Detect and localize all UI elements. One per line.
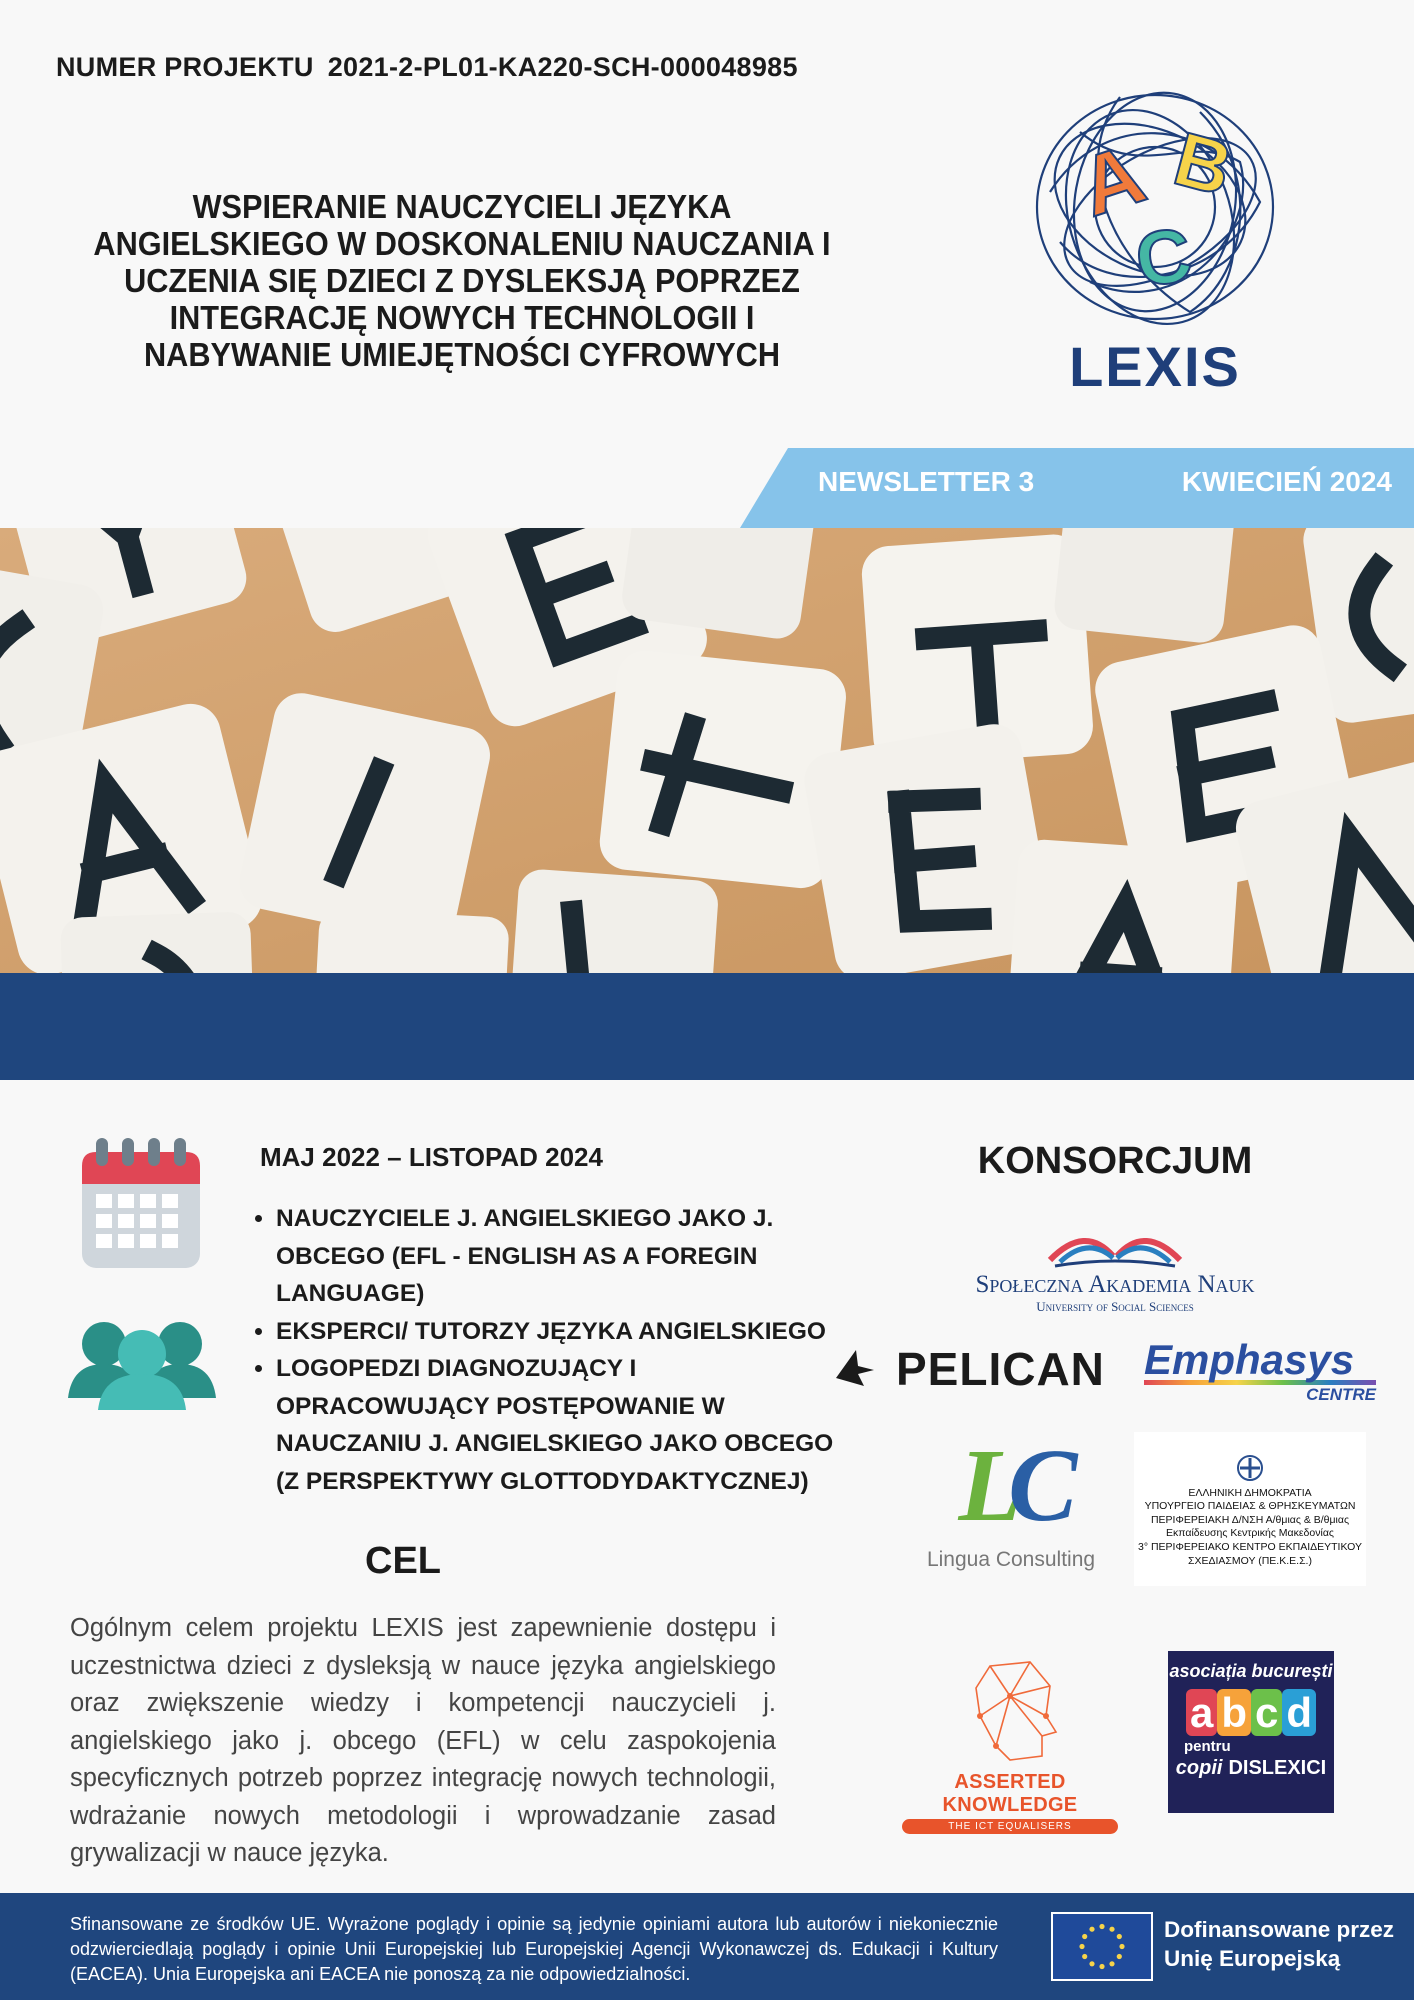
letter-tile-c: c xyxy=(1251,1689,1282,1736)
calendar-icon xyxy=(80,1134,202,1270)
bucuresti-mid: pentru xyxy=(1184,1738,1231,1755)
pelican-name: PELICAN xyxy=(896,1343,1105,1395)
bucuresti-letters xyxy=(1168,1690,1334,1736)
project-number xyxy=(56,52,812,83)
logo-letter-b: B xyxy=(1165,116,1241,213)
greek-line: 3° ΠΕΡΙΦΕΡΕΙΑΚΟ ΚΕΝΤΡΟ ΕΚΠΑΙΔΕΥΤΙΚΟΥ xyxy=(1137,1540,1362,1553)
eu-funding-label xyxy=(1164,1915,1414,1973)
san-logo xyxy=(960,1216,1270,1316)
list-item: • LOGOPEDZI DIAGNOZUJĄCY I OPRACOWUJĄCY POSTĘPOWANIE W NAUCZANIU J. ANGIELSKIEGO JAKO OBCEGO (Z PERSPEKTYWY GLOTTODYDAKTYCZNEJ) xyxy=(276,1350,846,1500)
emphasys-logo xyxy=(1144,1336,1376,1404)
asserted-subtitle: THE ICT EQUALISERS xyxy=(902,1819,1118,1834)
eu-star xyxy=(1117,1954,1122,1959)
project-number-value: 2021-2-PL01-KA220-SCH-000048985 xyxy=(327,52,798,82)
eu-star xyxy=(1109,1927,1114,1932)
letter-tile-b: b xyxy=(1217,1689,1251,1736)
greek-education-logo xyxy=(1134,1432,1366,1586)
eu-funding-line: Unię Europejską xyxy=(1164,1946,1341,1971)
target-groups-list xyxy=(242,1200,846,1500)
greek-line: Εκπαίδευσης Κεντρικής Μακεδονίας xyxy=(1166,1527,1334,1540)
pelican-logo xyxy=(834,1342,1110,1395)
lingua-mark: LC xyxy=(958,1428,1064,1543)
title-line: WSPIERANIE NAUCZYCIELI JĘZYKA xyxy=(192,188,732,225)
eu-flag-icon xyxy=(1051,1912,1153,1981)
goal-text: Ogólnym celem projektu LEXIS jest zapewnienie dostępu i uczestnictwa dzieci z dysleksją w nauce języka angielskiego oraz zwiększenie wiedzy i kompetencji nauczycieli j. angielskiego jako j. obcego (EFL) w celu zaspokojenia specyficznych potrzeb poprzez integrację nowych technologii, wdrażanie nowych metodologii i wprowadzanie zasad grywalizacji w nauce języka. xyxy=(70,1614,776,1867)
eu-star xyxy=(1109,1961,1114,1966)
eu-funding-line: Dofinansowane przez xyxy=(1164,1917,1395,1942)
open-book-icon xyxy=(1040,1216,1190,1268)
lingua-name: Lingua Consulting xyxy=(926,1548,1096,1571)
eu-star xyxy=(1079,1944,1084,1949)
navy-divider-band xyxy=(0,973,1414,1080)
san-subtitle: University of Social Sciences xyxy=(1036,1299,1194,1314)
logo-letter-a: A xyxy=(1068,125,1156,235)
lingua-consulting-logo xyxy=(918,1430,1104,1590)
greek-line: ΕΛΛΗΝΙΚΗ ΔΗΜΟΚΡΑΤΙΑ xyxy=(1188,1486,1312,1499)
goal-heading: CEL xyxy=(365,1540,441,1582)
letter-tile-d: d xyxy=(1282,1689,1316,1736)
eu-star xyxy=(1117,1934,1122,1939)
list-item: • EKSPERCI/ TUTORZY JĘZYKA ANGIELSKIEGO xyxy=(276,1313,846,1351)
lexis-logo xyxy=(1020,72,1290,402)
list-item: • NAUCZYCIELE J. ANGIELSKIEGO JAKO J. OBCEGO (EFL - ENGLISH AS A FOREGIN LANGUAGE) xyxy=(276,1200,846,1313)
newsletter-title xyxy=(79,188,845,373)
title-line: NABYWANIE UMIEJĘTNOŚCI CYFROWYCH xyxy=(143,336,781,373)
eu-star xyxy=(1099,1964,1104,1969)
greek-line: ΠΕΡΙΦΕΡΕΙΑΚΗ Δ/ΝΣΗ Α/θμιας & Β/θμιας xyxy=(1150,1513,1350,1526)
newsletter-number: NEWSLETTER 3 xyxy=(818,466,1035,497)
eu-star xyxy=(1082,1934,1087,1939)
logo-wordmark: LEXIS xyxy=(1069,335,1241,398)
pelican-bird-icon xyxy=(834,1348,876,1388)
eu-star xyxy=(1089,1927,1094,1932)
title-line: UCZENIA SIĘ DZIECI Z DYSLEKSJĄ POPRZEZ xyxy=(124,262,800,299)
greek-emblem-icon xyxy=(1236,1454,1264,1482)
letter-tiles-photo xyxy=(0,528,1414,973)
title-line: ANGIELSKIEGO W DOSKONALENIU NAUCZANIA I xyxy=(93,225,831,262)
bucuresti-association-logo xyxy=(1168,1651,1334,1813)
eu-disclaimer: Sfinansowane ze środków UE. Wyrażone poglądy i opinie są jedynie opiniami autora lub autorów i niekoniecznie odzwierciedlają poglądy i opinie Unii Europejskiej lub Europejskiej Agencji Wykonawczej ds. Edukacji i Kultury (EACEA). Unia Europejska ani EACEA nie ponoszą za nie odpowiedzialności. xyxy=(70,1914,998,1984)
bucuresti-top: asociația bucurești xyxy=(1169,1661,1333,1681)
letter-tile-a: a xyxy=(1186,1689,1217,1736)
asserted-name: ASSERTED KNOWLEDGE xyxy=(942,1771,1078,1816)
emphasys-name: Emphasys xyxy=(1144,1336,1355,1383)
newsletter-date: KWIECIEŃ 2024 xyxy=(1181,466,1392,497)
yarn-ball-icon xyxy=(1020,72,1290,342)
project-number-label: NUMER PROJEKTU xyxy=(56,52,314,82)
consortium-heading: KONSORCJUM xyxy=(977,1140,1253,1182)
bucuresti-bottom: copii DISLEXICI xyxy=(1175,1757,1327,1779)
san-name: Społeczna Akademia Nauk xyxy=(975,1271,1255,1298)
greek-line: ΥΠΟΥΡΓΕΙΟ ΠΑΙΔΕΙΑΣ & ΘΡΗΣΚΕΥΜΑΤΩΝ xyxy=(1144,1500,1356,1513)
eu-star xyxy=(1119,1944,1124,1949)
eu-star xyxy=(1099,1924,1104,1929)
logo-letter-c: C xyxy=(1130,212,1197,304)
people-icon xyxy=(68,1318,216,1410)
eu-star xyxy=(1082,1954,1087,1959)
asserted-knowledge-logo xyxy=(898,1656,1122,1832)
emphasys-subtitle: CENTRE xyxy=(1306,1385,1376,1404)
title-line: INTEGRACJĘ NOWYCH TECHNOLOGII I xyxy=(169,299,755,336)
eu-star xyxy=(1089,1961,1094,1966)
polygon-head-icon xyxy=(950,1656,1070,1766)
greek-line: ΣΧΕΔΙΑΣΜΟΥ (ΠΕ.Κ.Ε.Σ.) xyxy=(1188,1554,1312,1567)
project-period: MAJ 2022 – LISTOPAD 2024 xyxy=(260,1142,603,1172)
